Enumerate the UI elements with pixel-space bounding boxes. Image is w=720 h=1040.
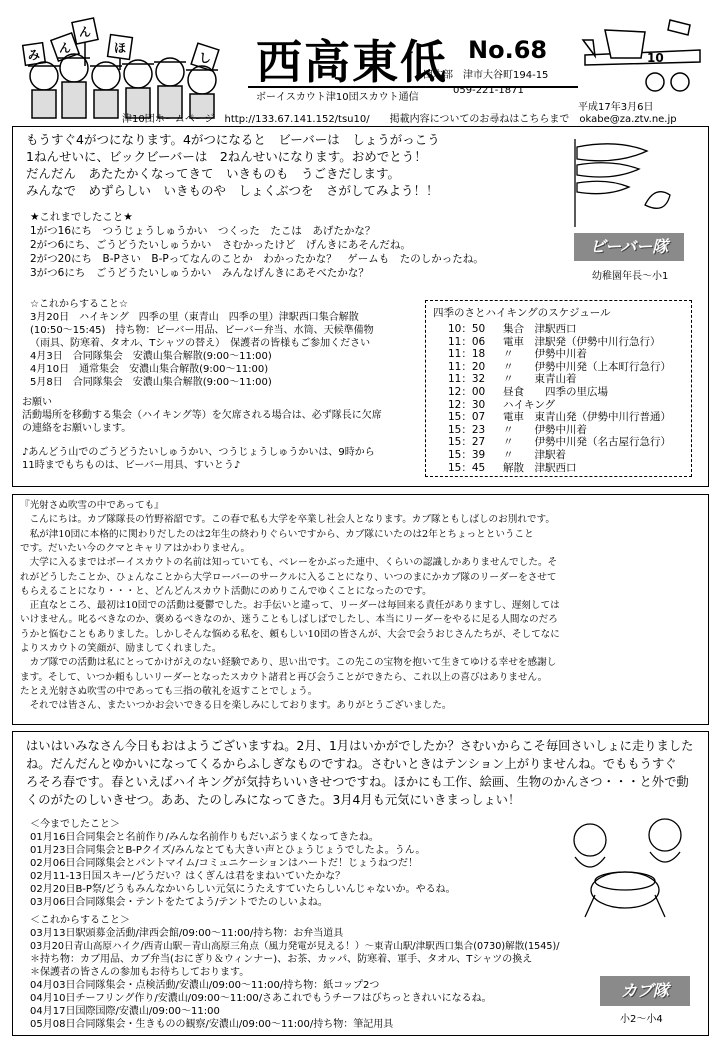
schedule-activity: ハイキング xyxy=(503,398,556,411)
beaver-plan-item: （雨具、防寒着、タオル、Tシャツの替え） 保護者の皆様もご参加ください xyxy=(30,338,371,349)
svg-text:し: し xyxy=(198,51,212,65)
beaver-request-title: お願い xyxy=(22,397,52,408)
beaver-plan-item: 4月3日 合同隊集会 安濃山集合解散(9:00～11:00) xyxy=(30,351,272,362)
beaver-done-item: 1がつ16にち つうじょうしゅうかい つくった たこは あげたかな？ xyxy=(30,225,376,237)
beaver-plan-item: 3月20日 ハイキング 四季の里（東青山 四季の里）津駅西口集合解散 xyxy=(30,312,359,323)
cub-plan-item: 03月20日青山高原ハイク/西青山駅－青山高原三角点（風力発電が見える！）～東青山駅/津駅西口集合(0730)解散(1545)/ xyxy=(30,941,560,952)
schedule-activity: 〃 伊勢中川着 xyxy=(503,423,587,436)
beaver-plan-item: (10:50～15:45) 持ち物：ビーバー用品、ビーバー弁当、水筒、天候準備物 xyxy=(30,325,374,336)
issue-number: No.68 xyxy=(468,36,548,64)
schedule-activity: 集合 津駅西口 xyxy=(503,323,577,335)
letter-line: 私が津10団に本格的に関わりだしたのは2年生の終わりぐらいですから、カブ隊にいたのは2年とちょっとということ xyxy=(20,528,534,540)
schedule-activity: 〃 伊勢中川発（上本町行急行） xyxy=(503,360,671,373)
beaver-intro-line: 1ねんせいに、ビックビーバーは 2ねんせいになります。おめでとう！ xyxy=(26,149,427,164)
schedule-activity: 〃 津駅着 xyxy=(503,449,566,461)
beaver-done-item: 2がつ20にち B-Pさい B-Pってなんのことか わかったかな？ ゲームも たのしかったね。 xyxy=(30,253,484,265)
schedule-activity: 〃 東青山着 xyxy=(503,373,577,386)
cub-age-range: 小2～小4 xyxy=(620,1014,663,1025)
beaver-note-line: ♪あんどう山でのごうどうたいしゅうかい、つうじょうしゅうかいは、9時から xyxy=(22,447,375,458)
office-address xyxy=(423,68,573,98)
newsletter-title: 西高東低 xyxy=(256,35,448,89)
beaver-intro-line: だんだん あたたかくなってきて いきものも うごきだします。 xyxy=(26,166,401,181)
schedule-time: 15：39 xyxy=(448,449,486,461)
letter-line: カブ隊での活動は私にとってかけがえのない経験であり、思い出です。この先この宝物を抱いて生きてゆける幸せを感謝し xyxy=(20,657,557,669)
homepage-line: 津10団ホームページ http://133.67.141.152/tsu10/ 掲載内容についてのお尋ねはこちらまで okabe@za.ztv.ne.jp xyxy=(122,114,677,125)
schedule-activity: 〃 伊勢中川発（名古屋行急行） xyxy=(503,436,671,449)
beaver-done-title: ★これまでしたこと★ xyxy=(30,211,133,223)
schedule-title: 四季のさとハイキングのスケジュール xyxy=(433,307,611,319)
beaver-intro-line: もうすぐ4がつになります。4がつになると ビーバーは しょうがっこう xyxy=(26,132,440,147)
kids-illustration xyxy=(555,815,695,925)
schedule-time: 11：06 xyxy=(448,335,486,348)
schedule-time: 15：23 xyxy=(448,423,486,436)
letter-line: よりスカウトの笑顔が、励ましてくれました。 xyxy=(20,643,222,654)
letter-line: それでは皆さん、またいつかお会いできる日を楽しみにしております。ありがとうございました。 xyxy=(20,700,452,712)
schedule-time: 15：07 xyxy=(448,411,486,424)
cub-intro-line: ろそろ春です。春といえばハイキングが気持ちいいきせつですね。ほかにも工作、絵画、生物のかんさつ・・・と外で動 xyxy=(26,775,689,789)
beaver-intro-line: みんなで めずらしい いきものや しょくぶつを さがしてみよう！！ xyxy=(26,183,439,198)
letter-line: もらえることになり・・・と、どんどんスカウト活動にのめりこんでゆくことになったのです。 xyxy=(20,585,432,597)
svg-text:ん: ん xyxy=(58,41,72,55)
schedule-time: 15：45 xyxy=(448,461,486,474)
letter-line: うかと悩むこともありました。しかしそんな悩める私を、頼もしい10団の皆さんが、大会で会うおじさんたちが、そしてなに xyxy=(20,628,560,640)
letter-line: こんにちは。カブ隊隊長の竹野裕韶です。この春で私も大学を卒業し社会人となります。カブ隊ともしばしのお別れです。 xyxy=(20,514,555,526)
letter-line: 正直なところ、最初は10団での活動は憂鬱でした。お手伝いと違って、リーダーは毎回来る責任がありますし、遅刻しては xyxy=(20,600,560,612)
letter-line: いけません。叱るべきなのか、褒めるべきなのか、迷うこともしばしばでしたし、本当にリーダーをやるに足る人間なのだろ xyxy=(20,614,558,626)
issue-date: 平成17年3月6日 xyxy=(578,102,654,113)
schedule-time: 11：32 xyxy=(448,373,486,386)
cub-done-item: 03月06日合同隊集会・テントをたてよう/テントでたのしいよね。 xyxy=(30,897,328,908)
letter-heading: 『光射さぬ吹雪の中であっても』 xyxy=(20,500,164,511)
schedule-activity: 電車 東青山発（伊勢中川行普通） xyxy=(503,411,671,424)
svg-text:ん: ん xyxy=(78,25,92,39)
beaver-done-item: 2がつ6にち、ごうどうたいしゅうかい さむかったけど げんきにあそんだね。 xyxy=(30,239,411,251)
cub-plan-item: ＊保護者の皆さんの参加もお待ちしております。 xyxy=(30,967,250,978)
cub-plan-item: 04月10日チーフリング作り/安濃山/09:00～11:00/さあこれでもうチーフはびちっときれいになるね。 xyxy=(30,993,492,1004)
address-line: 団本部 津市大谷町194-15 xyxy=(423,70,549,81)
cub-plan-item: 04月03日合同隊集会・点検活動/安濃山/09:00～11:00/持ち物：紙コップ2つ xyxy=(30,980,380,991)
cub-done-title: ＜今までしたこと＞ xyxy=(30,819,120,830)
cub-intro-line: ね。だんだんとゆかいになってくるからふしぎなものですね。さむいときはテンション上がりませんね。でももうすぐ xyxy=(26,757,677,771)
cub-plan-item: 05月08日合同隊集会・生きものの観察/安濃山/09:00～11:00/持ち物：筆記用具 xyxy=(30,1019,394,1030)
schedule-time: 11：18 xyxy=(448,348,486,361)
svg-text:10: 10 xyxy=(647,51,664,65)
newsletter-subtitle: ボーイスカウト津10団スカウト通信 xyxy=(256,92,419,103)
carp-streamer-illustration xyxy=(555,135,690,230)
beaver-badge: ビーバー隊 xyxy=(574,233,684,261)
cub-badge: カブ隊 xyxy=(600,976,690,1006)
cub-plan-item: 04月17日国際国際/安濃山/09:00～11:00 xyxy=(30,1006,220,1017)
schedule-time: 12：00 xyxy=(448,386,486,398)
schedule-time: 10：50 xyxy=(448,323,486,335)
cub-done-item: 01月23日合同集会とB-Pクイズ/みんなとても大きい声とひょうじょうでしたよ。うん。 xyxy=(30,845,426,856)
beaver-note-line: 11時までもちものは、ビーバー用具、すいとう♪ xyxy=(22,460,241,471)
scouts-illustration xyxy=(14,6,244,124)
airplane-illustration xyxy=(575,10,710,100)
letter-line: です。だいたい今のクマとキャリアはかわりません。 xyxy=(20,542,251,554)
letter-line: 大学に入るまではボーイスカウトの名前は知っていても、べレーをかぶった連中、くらいの認識しかありませんでした。そ xyxy=(20,557,558,569)
schedule-activity: 〃 伊勢中川着 xyxy=(503,348,587,361)
beaver-plan-title: ☆これからすること☆ xyxy=(30,299,128,310)
cub-plan-item: 03月13日駅頭募金活動/津西会館/09:00～11:00/持ち物：お弁当道具 xyxy=(30,928,344,939)
phone-number: 059-221-1871 xyxy=(453,85,524,96)
letter-line: れがどうしたことか、ひょんなことから大学ローバーのサークルに入ることになり、いつのまにかカブ隊のリーダーをさせて xyxy=(20,571,557,583)
beaver-plan-item: 5月8日 合同隊集会 安濃山集合解散(9:00～11:00) xyxy=(30,377,272,388)
cub-plan-title: ＜これからすること＞ xyxy=(30,915,130,926)
cub-intro-line: はいはいみなさん今日もおはようございますね。2月、1月はいかがでしたか？さむいからこそ毎回さいしょに走りました xyxy=(26,739,694,753)
beaver-plan-item: 4月10日 通常集会 安濃山集合解散(9:00～11:00) xyxy=(30,364,269,375)
schedule-time: 11：20 xyxy=(448,360,486,373)
letter-line: ます。そして、いつか頼もしいリーダーとなったスカウト諸君と再び会うことができたら、これ以上の喜びはありません。 xyxy=(20,671,548,683)
beaver-request-line: 活動場所を移動する集会（ハイキング等）を欠席される場合は、必ず隊長に欠席 xyxy=(22,410,382,421)
cub-done-item: 02月11-13日国スキー/どうだい？はくぎんは君をまねいていたかな？ xyxy=(30,871,346,882)
letter-line: たとえ光射さぬ吹雪の中であっても三指の敬礼を返すことでしょう。 xyxy=(20,685,318,697)
beaver-done-item: 3がつ6にち ごうどうたいしゅうかい みんなげんきにあそべたかな？ xyxy=(30,267,369,279)
schedule-activity: 昼食 四季の里広場 xyxy=(503,386,608,398)
schedule-time: 12：30 xyxy=(448,398,486,411)
cub-done-item: 01月16日合同集会と名前作り/みんな名前作りもだいぶうまくなってきたね。 xyxy=(30,832,379,843)
cub-done-item: 02月20日B-P祭/どうもみんなかいらしい元気にうたえすていたらしいんじゃないか。やるね。 xyxy=(30,884,456,895)
beaver-request-line: の連絡をお願いします。 xyxy=(22,423,132,434)
svg-text:み: み xyxy=(27,48,41,62)
schedule-activity: 電車 津駅発（伊勢中川行急行） xyxy=(503,335,661,348)
cub-done-item: 02月06日合同隊集会とパントマイム/コミュニケーションはハートだ！じょうねつだ！ xyxy=(30,858,419,869)
cub-intro-line: くのがたのしいきせつ。ああ、たのしみになってきた。3月4月も元気にいきまっしょい！ xyxy=(26,793,521,807)
cub-plan-item: ＊持ち物：カブ用品、カブ弁当(おにぎり＆ウィンナー)、お茶、カッパ、防寒着、軍手、タオル、Tシャツの換え xyxy=(30,954,533,965)
schedule-time: 15：27 xyxy=(448,436,486,449)
schedule-activity: 解散 津駅西口 xyxy=(503,461,577,474)
svg-text:ほ: ほ xyxy=(113,41,127,55)
beaver-age-range: 幼稚園年長～小1 xyxy=(592,271,669,282)
